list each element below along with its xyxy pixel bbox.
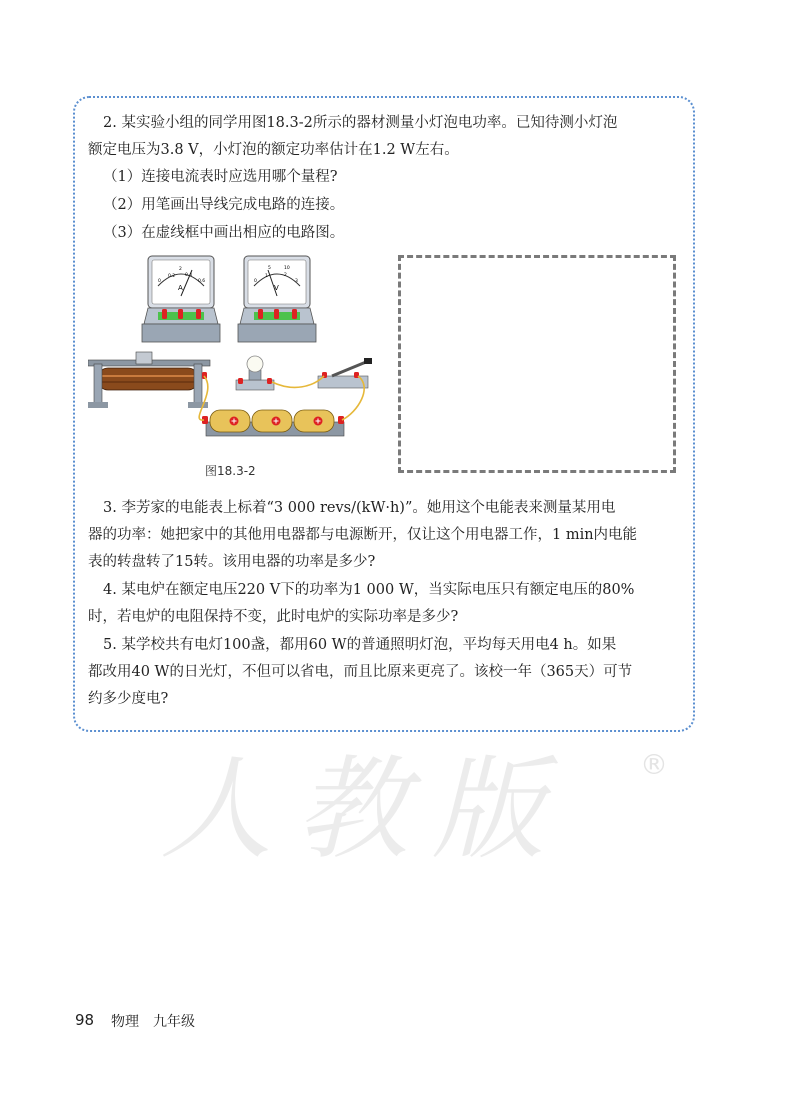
battery-pack xyxy=(202,410,344,436)
publisher-watermark xyxy=(140,730,680,880)
ammeter-tick-0: 0 xyxy=(158,279,161,284)
problem-2-line-2: 额定电压为3.8 V，小灯泡的额定功率估计在1.2 W左右。 xyxy=(88,142,459,158)
circuit-equipment-figure xyxy=(88,252,388,448)
ammeter-unit: A xyxy=(178,284,183,292)
problem-5-line-3: 约多少度电? xyxy=(88,691,169,707)
voltmeter-tick-1: 1 xyxy=(265,274,268,279)
watermark-text: 人教版 xyxy=(160,745,568,875)
problem-5-line-1: 5. 某学校共有电灯100盏，都用60 W的普通照明灯泡，平均每天用电4 h。如果 xyxy=(103,637,617,653)
ammeter-tick-3: 0.6 xyxy=(198,279,206,284)
voltmeter-unit: V xyxy=(274,284,279,292)
figure-caption: 图18.3-2 xyxy=(205,464,256,478)
registered-mark: ® xyxy=(640,748,668,781)
problem-2-line-1: 2. 某实验小组的同学用图18.3-2所示的器材测量小灯泡电功率。已知待测小灯泡 xyxy=(103,115,618,131)
problem-3-line-2: 器的功率：她把家中的其他用电器都与电源断开，仅让这个用电器工作，1 min内电能 xyxy=(88,527,638,543)
voltmeter-top-tick-1: 10 xyxy=(284,266,290,271)
problem-3-line-3: 表的转盘转了15转。该用电器的功率是多少? xyxy=(88,554,376,570)
light-bulb xyxy=(236,356,274,390)
voltmeter-top-tick-0: 5 xyxy=(268,266,271,271)
problem-3-line-1: 3. 李芳家的电能表上标着“3 000 revs/(kW·h)”。她用这个电能表来测量某用电 xyxy=(103,500,616,516)
ammeter-tick-2: 0.4 xyxy=(185,273,193,278)
footer-subject: 物理 xyxy=(111,1014,139,1030)
ammeter-top-tick: 2 xyxy=(179,267,182,272)
circuit-drawing-area xyxy=(398,255,676,473)
problem-4-line-1: 4. 某电炉在额定电压220 V下的功率为1 000 W，当实际电压只有额定电压的80% xyxy=(103,582,635,598)
ammeter xyxy=(142,256,220,342)
problem-2-sub-3: （3）在虚线框中画出相应的电路图。 xyxy=(103,225,345,241)
ammeter-tick-1: 0.2 xyxy=(168,274,176,279)
voltmeter-tick-2: 2 xyxy=(284,273,287,278)
voltmeter-tick-3: 3 xyxy=(295,279,298,284)
sliding-rheostat xyxy=(88,352,210,408)
footer-grade: 九年级 xyxy=(153,1014,195,1030)
problem-5-line-2: 都改用40 W的日光灯，不但可以省电，而且比原来更亮了。该校一年（365天）可节 xyxy=(88,664,633,680)
voltmeter-tick-0: 0 xyxy=(254,279,257,284)
problem-2-sub-1: （1）连接电流表时应选用哪个量程? xyxy=(103,169,338,185)
voltmeter xyxy=(238,256,316,342)
problem-4-line-2: 时，若电炉的电阻保持不变，此时电炉的实际功率是多少? xyxy=(88,609,459,625)
problem-2-sub-2: （2）用笔画出导线完成电路的连接。 xyxy=(103,197,345,213)
page-number: 98 xyxy=(75,1011,95,1029)
